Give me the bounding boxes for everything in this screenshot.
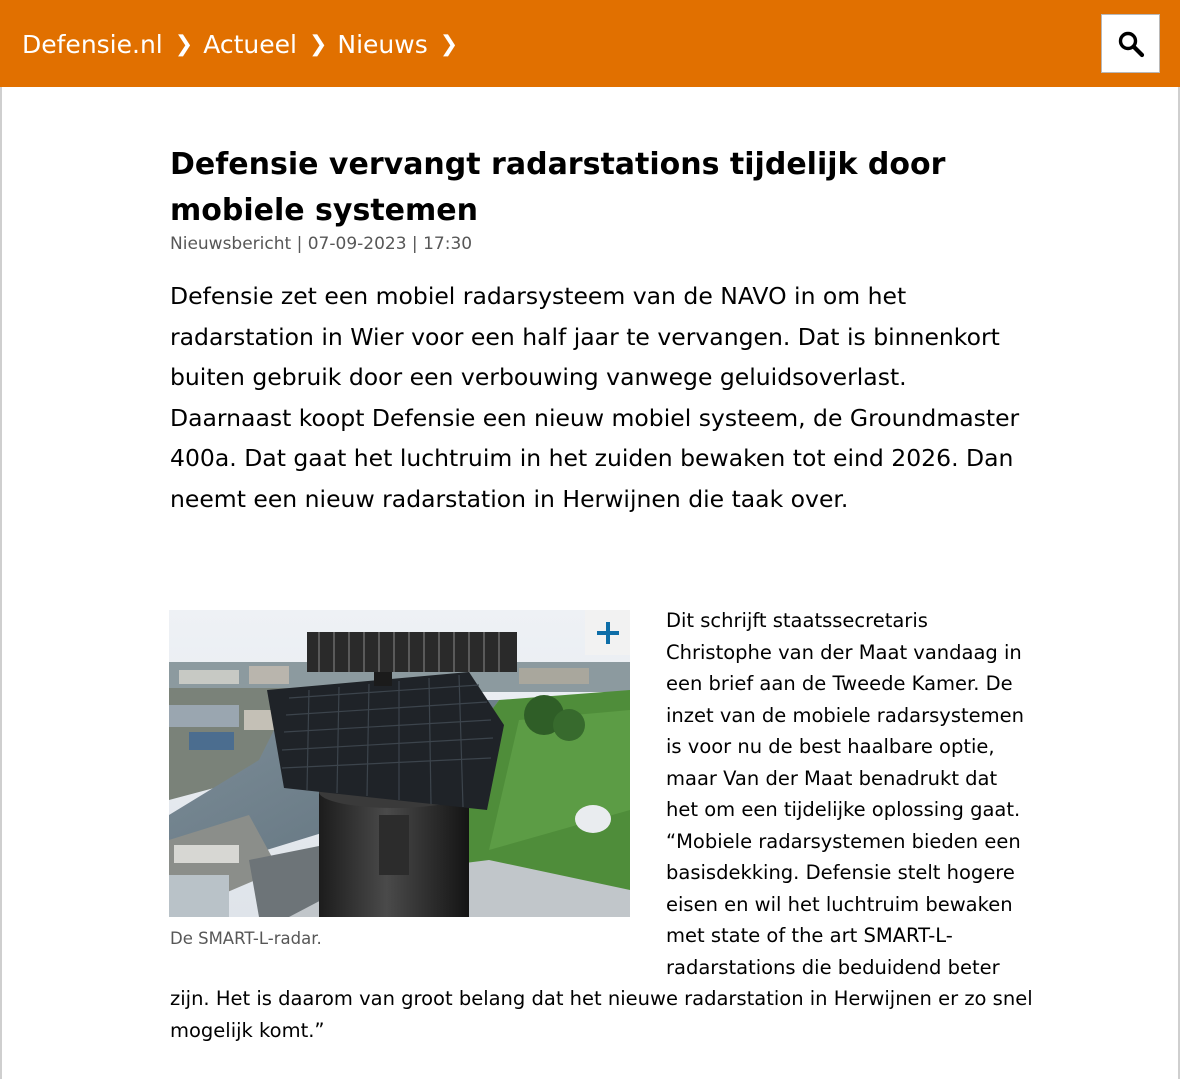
plus-icon <box>595 620 621 646</box>
search-icon <box>1117 30 1145 58</box>
body-line: radarstations die beduidend beter <box>666 955 1000 979</box>
article-image[interactable] <box>169 610 630 917</box>
body-line: met state of the art SMART-L- <box>666 924 953 947</box>
radar-photo <box>169 610 630 917</box>
body-line: zijn. Het is daarom van groot belang dat het nieuwe radarstation in Herwijnen er zo snel <box>170 987 1033 1010</box>
breadcrumb-nieuws-link[interactable]: Nieuws <box>337 29 428 59</box>
body-line: Dit schrijft staatssecretaris <box>666 609 928 632</box>
body-line: basisdekking. Defensie stelt hogere <box>666 861 1015 884</box>
image-caption: De SMART-L-radar. <box>170 929 322 948</box>
article-body-column <box>666 605 1024 983</box>
search-button[interactable] <box>1101 14 1160 73</box>
breadcrumb <box>22 26 468 62</box>
body-line: is voor nu de best haalbare optie, <box>666 735 995 758</box>
chevron-right-icon: ❯ <box>174 31 194 57</box>
article-body-continued <box>170 983 1033 1046</box>
body-line: inzet van de mobiele radarsystemen <box>666 703 1024 727</box>
article-intro: Defensie zet een mobiel radarsysteem van de NAVO in om het radarstation in Wier voor een half jaar te vervangen. Dat is binnenkort buiten gebruik door een verbouwing vanwege geluidsoverlast. Daarnaast koopt Defensie een nieuw mobiel systeem, de Groundmaster 400a. Dat gaat het luchtruim in het zuiden bewaken tot eind 2026. Dan neemt een nieuw radarstation in Herwijnen die taak over. <box>170 282 1020 513</box>
body-line: maar Van der Maat benadrukt dat <box>666 766 998 790</box>
image-zoom-button[interactable] <box>585 610 630 655</box>
article-time: 17:30 <box>423 234 473 254</box>
body-line: mogelijk komt.” <box>170 1018 325 1042</box>
article-date: 07-09-2023 <box>307 234 407 254</box>
article-type: Nieuwsbericht <box>170 234 292 254</box>
breadcrumb-actueel-link[interactable]: Actueel <box>203 29 297 59</box>
top-bar <box>0 0 1180 87</box>
body-line: het om een tijdelijke oplossing gaat. <box>666 798 1021 821</box>
article-meta: Nieuwsbericht | 07-09-2023 | 17:30 <box>170 234 473 254</box>
article-title: Defensie vervangt radarstations tijdelijk door mobiele systemen <box>170 147 946 228</box>
breadcrumb-home-link[interactable]: Defensie.nl <box>22 29 163 59</box>
body-line: een brief aan de Tweede Kamer. De <box>666 672 1013 695</box>
body-line: Christophe van der Maat vandaag in <box>666 640 1022 664</box>
body-line: “Mobiele radarsystemen bieden een <box>666 829 1021 853</box>
page-frame-left <box>0 87 2 1079</box>
body-line: eisen en wil het luchtruim bewaken <box>666 892 1013 916</box>
chevron-right-icon: ❯ <box>308 31 328 57</box>
chevron-right-icon: ❯ <box>439 31 459 57</box>
